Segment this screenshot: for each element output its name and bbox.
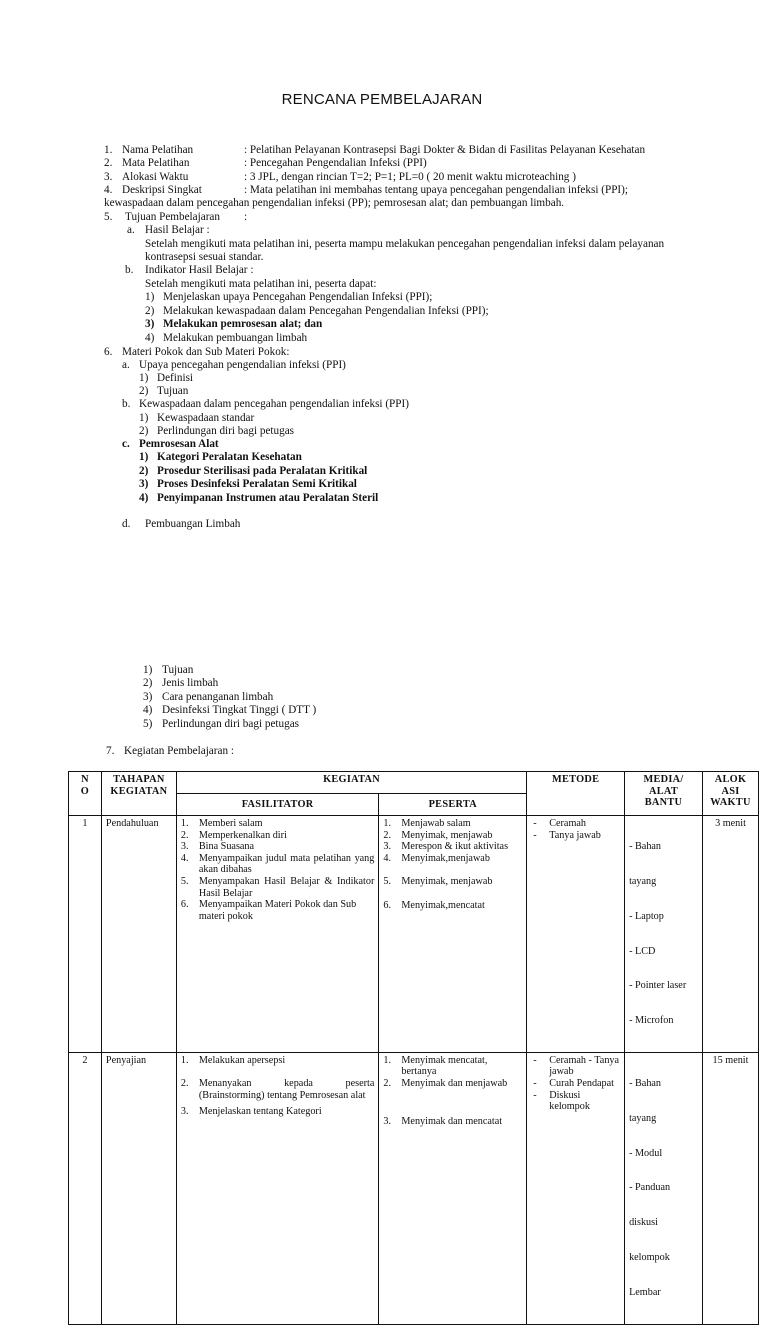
list-item: - Tanya jawab xyxy=(533,829,601,841)
list-item: 3. Bina Suasana xyxy=(180,841,255,853)
list-item: 2. Menanyakan kepada peserta (Brainstorming) tentang Pemrosesan alat xyxy=(180,1078,375,1102)
list-item: - Modul xyxy=(629,1147,663,1159)
indicator-4-number: 4) xyxy=(145,332,155,344)
list-item: tayang xyxy=(629,875,657,887)
header-alokasi: ALOK ASI WAKTU xyxy=(703,772,759,816)
item-2-value: : Pencegahan Pengendalian Infeksi (PPI) xyxy=(244,157,427,169)
list-item: - Microfon xyxy=(629,1015,674,1027)
item-3-value: : 3 JPL, dengan rincian T=2; P=1; PL=0 ( 20 menit waktu microteaching ) xyxy=(244,171,576,183)
item-6a-sub-2-number: 2) xyxy=(139,385,149,397)
item-6c-sub-4-text: Penyimpanan Instrumen atau Peralatan Steril xyxy=(157,492,379,504)
row-2-no: 2 xyxy=(69,1052,102,1324)
item-6b-sub-1-text: Kewaspadaan standar xyxy=(157,412,255,424)
item-5b-label: Indikator Hasil Belajar : xyxy=(145,264,254,276)
item-6d-sub-3-text: Cara penanganan limbah xyxy=(162,691,274,703)
item-7-label: Kegiatan Pembelajaran : xyxy=(124,745,234,757)
header-kegiatan: KEGIATAN xyxy=(176,772,526,794)
table-row xyxy=(69,816,759,1053)
list-item: 1. Menjawab salam xyxy=(383,818,471,829)
item-5a-label: Hasil Belajar : xyxy=(145,224,210,236)
list-item: 2. Menyimak, menjawab xyxy=(383,829,493,841)
item-6d-sub-4-number: 4) xyxy=(143,704,153,716)
row-1-metode xyxy=(527,816,625,1053)
indicator-2-number: 2) xyxy=(145,305,155,317)
item-2-number: 2. xyxy=(104,157,113,169)
row-1-media xyxy=(625,816,703,1053)
item-6a-sub-1-number: 1) xyxy=(139,372,149,384)
item-6d-sub-2-text: Jenis limbah xyxy=(162,677,219,689)
row-1-tahapan: Pendahuluan xyxy=(101,816,176,1053)
indicator-2-text: Melakukan kewaspadaan dalam Pencegahan Pengendalian Infeksi (PPI); xyxy=(163,305,489,317)
item-6c-sub-3-text: Proses Desinfeksi Peralatan Semi Kritikal xyxy=(157,478,357,490)
list-item: 4. Menyampaikan judul mata pelatihan yang akan dibahas xyxy=(180,852,375,876)
item-7-number: 7. xyxy=(106,745,115,757)
indicator-1-text: Menjelaskan upaya Pencegahan Pengendalian Infeksi (PPI); xyxy=(163,291,433,303)
item-5a-mark: a. xyxy=(127,224,135,236)
item-6c-sub-4-number: 4) xyxy=(139,492,149,504)
list-item: - Ceramah xyxy=(533,818,586,829)
item-1-value: : Pelatihan Pelayanan Kontrasepsi Bagi Dokter & Bidan di Fasilitas Pelayanan Kesehatan xyxy=(244,144,646,156)
list-item: - Bahan xyxy=(629,841,662,853)
item-3-label: Alokasi Waktu xyxy=(122,171,189,183)
header-metode: METODE xyxy=(527,772,625,816)
row-2-peserta xyxy=(379,1052,527,1324)
row-1-no: 1 xyxy=(69,816,102,1053)
item-6d-sub-1-number: 1) xyxy=(143,664,153,676)
item-5-colon: : xyxy=(244,211,248,223)
header-fasilitator: FASILITATOR xyxy=(176,794,379,816)
row-2-alokasi: 15 menit xyxy=(703,1052,759,1324)
item-4-value-line1: : Mata pelatihan ini membahas tentang upaya pencegahan pengendalian infeksi (PPI); xyxy=(244,184,628,196)
list-item: 1. Menyimak mencatat, bertanya xyxy=(383,1054,488,1078)
item-5b-mark: b. xyxy=(125,264,134,276)
item-6a-label: Upaya pencegahan pengendalian infeksi (PPI) xyxy=(139,359,346,371)
item-6d-label: Pembuangan Limbah xyxy=(145,518,241,530)
item-6c-label: Pemrosesan Alat xyxy=(139,438,219,450)
item-1-label: Nama Pelatihan xyxy=(122,144,194,156)
list-item: 1. Melakukan apersepsi xyxy=(180,1054,286,1066)
list-item: - Pointer laser xyxy=(629,980,687,992)
table-row xyxy=(69,1052,759,1324)
row-1-alokasi: 3 menit xyxy=(703,816,759,1053)
item-6a-mark: a. xyxy=(122,359,130,371)
item-5-label: Tujuan Pembelajaran xyxy=(125,211,220,223)
item-6b-sub-2-number: 2) xyxy=(139,425,149,437)
item-6-label: Materi Pokok dan Sub Materi Pokok: xyxy=(122,346,290,358)
item-6c-sub-1-text: Kategori Peralatan Kesehatan xyxy=(157,451,302,463)
item-6c-sub-3-number: 3) xyxy=(139,478,149,490)
item-4-number: 4. xyxy=(104,184,113,196)
item-5a-text-line2: kontrasepsi sesuai standar. xyxy=(145,251,264,263)
list-item: 2. Memperkenalkan diri xyxy=(180,829,287,841)
header-peserta: PESERTA xyxy=(379,794,527,816)
item-4-value-line2: kewaspadaan dalam pencegahan pengendalian infeksi (PP); pemrosesan alat; dan pembuangan limbah. xyxy=(104,197,565,209)
item-6b-sub-2-text: Perlindungan diri bagi petugas xyxy=(157,425,295,437)
list-item: tayang xyxy=(629,1112,657,1124)
item-5a-text-line1: Setelah mengikuti mata pelatihan ini, peserta mampu melakukan pencegahan pengendalian infeksi dalam pelayanan xyxy=(145,238,665,250)
item-5-number: 5. xyxy=(104,211,113,223)
item-6a-sub-2-text: Tujuan xyxy=(157,385,189,397)
list-item: 5. Menyimak, menjawab xyxy=(383,876,493,888)
item-6d-sub-5-number: 5) xyxy=(143,718,153,730)
item-6c-sub-1-number: 1) xyxy=(139,451,149,463)
item-6a-sub-1-text: Definisi xyxy=(157,372,194,384)
header-no: N O xyxy=(69,772,102,816)
list-item: 1. Memberi salam xyxy=(180,818,263,829)
list-item: 3. Merespon & ikut aktivitas xyxy=(383,841,509,853)
item-6d-sub-3-number: 3) xyxy=(143,691,153,703)
item-6c-sub-2-text: Prosedur Sterilisasi pada Peralatan Kritikal xyxy=(157,465,368,477)
row-2-tahapan: Penyajian xyxy=(101,1052,176,1324)
item-5b-text: Setelah mengikuti mata pelatihan ini, peserta dapat: xyxy=(145,278,377,290)
list-item: 4. Menyimak,menjawab xyxy=(383,852,490,864)
item-6-number: 6. xyxy=(104,346,113,358)
item-6d-sub-1-text: Tujuan xyxy=(162,664,194,676)
indicator-3-text: Melakukan pemrosesan alat; dan xyxy=(163,318,323,330)
list-item: 3. Menjelaskan tentang Kategori xyxy=(180,1105,322,1117)
list-item: - Ceramah - Tanya jawab xyxy=(533,1054,620,1078)
row-2-metode xyxy=(527,1052,625,1324)
indicator-4-text: Melakukan pembuangan limbah xyxy=(163,332,308,344)
list-item: - Diskusi kelompok xyxy=(533,1089,590,1113)
item-6d-sub-5-text: Perlindungan diri bagi petugas xyxy=(162,718,300,730)
list-item: 5. Menyampakan Hasil Belajar & Indikator Hasil Belajar xyxy=(180,875,375,899)
item-2-label: Mata Pelatihan xyxy=(122,157,190,169)
page-title: RENCANA PEMBELAJARAN xyxy=(281,91,483,108)
list-item: - Laptop xyxy=(629,910,664,922)
header-media: MEDIA/ ALAT BANTU xyxy=(625,772,703,816)
list-item: 3. Menyimak dan mencatat xyxy=(383,1115,503,1127)
item-6b-label: Kewaspadaan dalam pencegahan pengendalian infeksi (PPI) xyxy=(139,398,409,410)
list-item: 6. Menyimak,mencatat xyxy=(383,899,485,911)
item-4-label: Deskripsi Singkat xyxy=(122,184,202,196)
item-6c-mark: c. xyxy=(122,438,130,450)
row-1-peserta xyxy=(379,816,527,1053)
list-item: kelompok xyxy=(629,1251,670,1263)
list-item: 2. Menyimak dan menjawab xyxy=(383,1078,508,1090)
indicator-1-number: 1) xyxy=(145,291,155,303)
item-6c-sub-2-number: 2) xyxy=(139,465,149,477)
item-6b-mark: b. xyxy=(122,398,131,410)
row-1-fasilitator xyxy=(176,816,379,1053)
item-3-number: 3. xyxy=(104,171,113,183)
list-item: 6. Menyampaikan Materi Pokok dan Sub materi pokok xyxy=(180,899,357,922)
list-item: Lembar xyxy=(629,1286,661,1298)
item-6d-sub-2-number: 2) xyxy=(143,677,153,689)
indicator-3-number: 3) xyxy=(145,318,155,330)
item-6d-mark: d. xyxy=(122,518,131,530)
item-1-number: 1. xyxy=(104,144,113,156)
item-6d-sub-4-text: Desinfeksi Tingkat Tinggi ( DTT ) xyxy=(162,704,317,716)
activity-table xyxy=(68,771,759,1325)
list-item: diskusi xyxy=(629,1217,658,1229)
list-item: - LCD xyxy=(629,945,656,957)
list-item: - Curah Pendapat xyxy=(533,1078,615,1090)
header-tahapan: TAHAPAN KEGIATAN xyxy=(101,772,176,816)
list-item: - Panduan xyxy=(629,1182,671,1194)
row-2-media xyxy=(625,1052,703,1324)
row-2-fasilitator xyxy=(176,1052,379,1324)
list-item: - Bahan xyxy=(629,1078,662,1090)
item-6b-sub-1-number: 1) xyxy=(139,412,149,424)
